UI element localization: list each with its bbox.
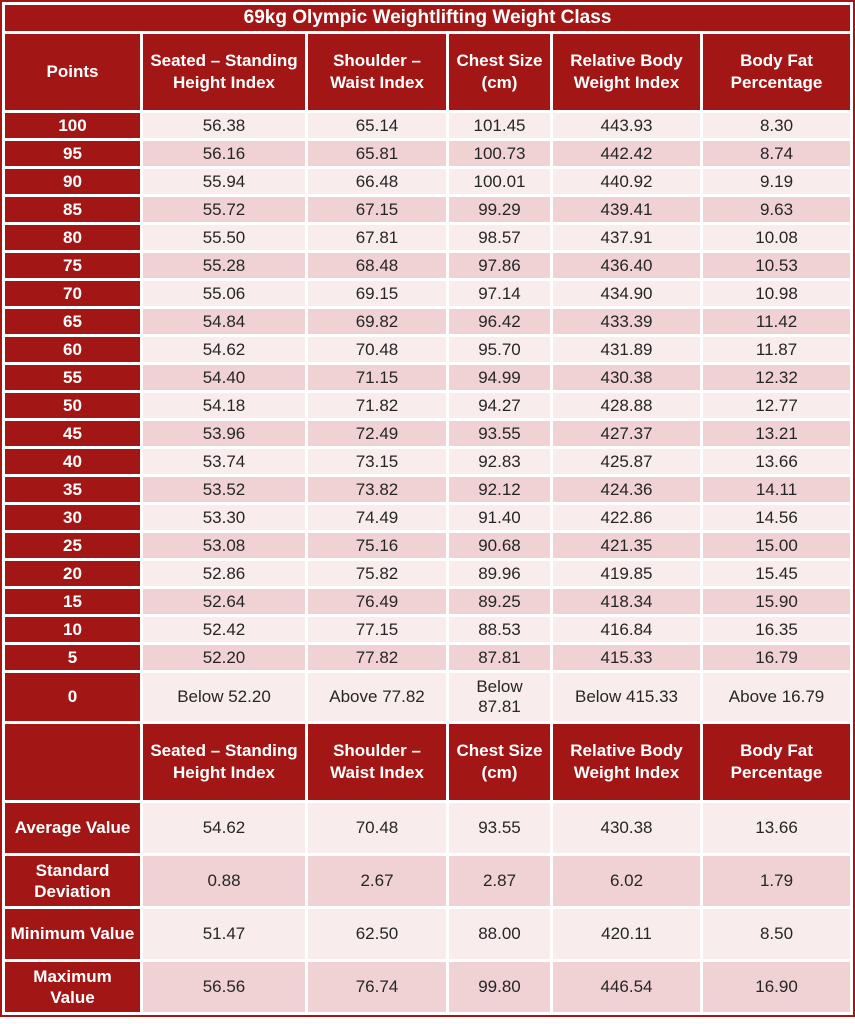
data-cell: 54.18	[143, 393, 305, 418]
table-row	[5, 533, 850, 558]
data-cell: 439.41	[553, 197, 700, 222]
data-cell: 94.99	[449, 365, 550, 390]
data-cell: 53.96	[143, 421, 305, 446]
data-cell: 69.82	[308, 309, 446, 334]
stat-value-cell: 54.62	[143, 803, 305, 853]
table-row	[5, 281, 850, 306]
stat-value-cell: 8.50	[703, 909, 850, 959]
table-row	[5, 645, 850, 670]
data-cell: 92.83	[449, 449, 550, 474]
data-cell: 55.94	[143, 169, 305, 194]
stat-value-cell: 56.56	[143, 962, 305, 1012]
points-cell: 40	[5, 449, 140, 474]
data-cell: 9.19	[703, 169, 850, 194]
data-cell: 54.40	[143, 365, 305, 390]
data-cell: 431.89	[553, 337, 700, 362]
data-cell: 10.08	[703, 225, 850, 250]
points-cell: 50	[5, 393, 140, 418]
points-cell: 75	[5, 253, 140, 278]
data-cell: 427.37	[553, 421, 700, 446]
table-row	[5, 197, 850, 222]
data-cell: 415.33	[553, 645, 700, 670]
table-row	[5, 505, 850, 530]
stat-value-cell: 16.90	[703, 962, 850, 1012]
column-header-1: Seated – Standing Height Index	[143, 34, 305, 110]
column-header-4: Relative Body Weight Index	[553, 34, 700, 110]
data-cell: 68.48	[308, 253, 446, 278]
stats-header-corner	[5, 724, 140, 800]
stat-value-cell: 2.67	[308, 856, 446, 906]
points-cell: 30	[5, 505, 140, 530]
table-row	[5, 309, 850, 334]
data-cell: 90.68	[449, 533, 550, 558]
data-cell: Below 415.33	[553, 673, 700, 721]
data-cell: 54.62	[143, 337, 305, 362]
points-cell: 55	[5, 365, 140, 390]
data-cell: 93.55	[449, 421, 550, 446]
stats-column-header-4: Relative Body Weight Index	[553, 724, 700, 800]
table-title: 69kg Olympic Weightlifting Weight Class	[5, 5, 850, 31]
data-cell: 419.85	[553, 561, 700, 586]
data-cell: Above 77.82	[308, 673, 446, 721]
stat-row	[5, 909, 850, 959]
table-row	[5, 337, 850, 362]
stat-row	[5, 856, 850, 906]
column-header-2: Shoulder – Waist Index	[308, 34, 446, 110]
data-cell: 89.96	[449, 561, 550, 586]
data-cell: 71.15	[308, 365, 446, 390]
data-cell: 442.42	[553, 141, 700, 166]
data-cell: 10.98	[703, 281, 850, 306]
data-cell: 15.45	[703, 561, 850, 586]
data-cell: 67.81	[308, 225, 446, 250]
stat-value-cell: 99.80	[449, 962, 550, 1012]
title-row	[5, 5, 850, 31]
data-cell: 92.12	[449, 477, 550, 502]
table-row	[5, 421, 850, 446]
data-cell: 75.82	[308, 561, 446, 586]
stat-value-cell: 6.02	[553, 856, 700, 906]
data-cell: 73.15	[308, 449, 446, 474]
points-cell: 100	[5, 113, 140, 138]
data-cell: 77.82	[308, 645, 446, 670]
data-cell: 67.15	[308, 197, 446, 222]
data-cell: 100.01	[449, 169, 550, 194]
table-row	[5, 253, 850, 278]
data-cell: 55.72	[143, 197, 305, 222]
data-cell: 11.42	[703, 309, 850, 334]
data-cell: 12.77	[703, 393, 850, 418]
data-cell: 13.66	[703, 449, 850, 474]
table-row	[5, 617, 850, 642]
stat-label-cell: Standard Deviation	[5, 856, 140, 906]
stat-row	[5, 962, 850, 1012]
data-cell: 428.88	[553, 393, 700, 418]
data-cell: 89.25	[449, 589, 550, 614]
data-cell: 421.35	[553, 533, 700, 558]
points-cell: 35	[5, 477, 140, 502]
data-cell: 14.56	[703, 505, 850, 530]
table-row	[5, 449, 850, 474]
stat-value-cell: 2.87	[449, 856, 550, 906]
stat-label-cell: Minimum Value	[5, 909, 140, 959]
points-cell: 0	[5, 673, 140, 721]
stats-column-header-5: Body Fat Percentage	[703, 724, 850, 800]
data-cell: 10.53	[703, 253, 850, 278]
data-cell: 72.49	[308, 421, 446, 446]
data-cell: 8.30	[703, 113, 850, 138]
points-cell: 10	[5, 617, 140, 642]
data-cell: 97.14	[449, 281, 550, 306]
points-cell: 95	[5, 141, 140, 166]
data-cell: 74.49	[308, 505, 446, 530]
data-cell: 418.34	[553, 589, 700, 614]
data-cell: 436.40	[553, 253, 700, 278]
points-cell: 25	[5, 533, 140, 558]
data-cell: 13.21	[703, 421, 850, 446]
data-cell: 96.42	[449, 309, 550, 334]
data-cell: 53.08	[143, 533, 305, 558]
points-cell: 80	[5, 225, 140, 250]
table-row	[5, 169, 850, 194]
points-cell: 70	[5, 281, 140, 306]
stats-column-header-3: Chest Size (cm)	[449, 724, 550, 800]
data-cell: 433.39	[553, 309, 700, 334]
data-cell: 73.82	[308, 477, 446, 502]
table-row	[5, 393, 850, 418]
stat-value-cell: 88.00	[449, 909, 550, 959]
data-cell: 443.93	[553, 113, 700, 138]
stat-value-cell: 0.88	[143, 856, 305, 906]
data-cell: 69.15	[308, 281, 446, 306]
data-cell: 75.16	[308, 533, 446, 558]
data-cell: 65.14	[308, 113, 446, 138]
stats-column-header-2: Shoulder – Waist Index	[308, 724, 446, 800]
data-cell: 425.87	[553, 449, 700, 474]
data-cell: Below 87.81	[449, 673, 550, 721]
table-row	[5, 477, 850, 502]
data-cell: 15.90	[703, 589, 850, 614]
points-section	[5, 113, 850, 721]
data-cell: 53.74	[143, 449, 305, 474]
column-header-row	[5, 34, 850, 110]
data-cell: 437.91	[553, 225, 700, 250]
table-row	[5, 589, 850, 614]
data-cell: 14.11	[703, 477, 850, 502]
stat-value-cell: 446.54	[553, 962, 700, 1012]
table-row	[5, 365, 850, 390]
table-row	[5, 225, 850, 250]
data-cell: 422.86	[553, 505, 700, 530]
data-cell: 98.57	[449, 225, 550, 250]
data-cell: 55.28	[143, 253, 305, 278]
stat-row	[5, 803, 850, 853]
data-cell: 70.48	[308, 337, 446, 362]
data-cell: 440.92	[553, 169, 700, 194]
data-cell: 54.84	[143, 309, 305, 334]
table-row	[5, 141, 850, 166]
data-cell: 97.86	[449, 253, 550, 278]
score-table	[2, 2, 853, 1015]
stat-value-cell: 1.79	[703, 856, 850, 906]
data-cell: 55.50	[143, 225, 305, 250]
data-cell: 11.87	[703, 337, 850, 362]
points-cell: 85	[5, 197, 140, 222]
data-cell: 76.49	[308, 589, 446, 614]
data-cell: 16.35	[703, 617, 850, 642]
data-cell: 65.81	[308, 141, 446, 166]
data-cell: 52.20	[143, 645, 305, 670]
data-cell: 53.30	[143, 505, 305, 530]
data-cell: 424.36	[553, 477, 700, 502]
stat-value-cell: 13.66	[703, 803, 850, 853]
data-cell: 87.81	[449, 645, 550, 670]
data-cell: 66.48	[308, 169, 446, 194]
stats-column-header-1: Seated – Standing Height Index	[143, 724, 305, 800]
points-cell: 5	[5, 645, 140, 670]
data-cell: 94.27	[449, 393, 550, 418]
data-cell: 12.32	[703, 365, 850, 390]
data-cell: 77.15	[308, 617, 446, 642]
data-cell: 88.53	[449, 617, 550, 642]
points-cell: 20	[5, 561, 140, 586]
stat-value-cell: 76.74	[308, 962, 446, 1012]
stat-value-cell: 93.55	[449, 803, 550, 853]
points-cell: 65	[5, 309, 140, 334]
stats-section	[5, 803, 850, 1012]
table-row	[5, 113, 850, 138]
stat-value-cell: 70.48	[308, 803, 446, 853]
data-cell: 53.52	[143, 477, 305, 502]
points-cell: 45	[5, 421, 140, 446]
data-cell: 52.64	[143, 589, 305, 614]
points-cell: 60	[5, 337, 140, 362]
stat-value-cell: 51.47	[143, 909, 305, 959]
table-row	[5, 561, 850, 586]
data-cell: 99.29	[449, 197, 550, 222]
data-cell: 16.79	[703, 645, 850, 670]
data-cell: Above 16.79	[703, 673, 850, 721]
stat-value-cell: 420.11	[553, 909, 700, 959]
data-cell: 55.06	[143, 281, 305, 306]
data-cell: 56.16	[143, 141, 305, 166]
stat-value-cell: 62.50	[308, 909, 446, 959]
data-cell: 434.90	[553, 281, 700, 306]
data-cell: 56.38	[143, 113, 305, 138]
data-cell: 8.74	[703, 141, 850, 166]
stats-header-row	[5, 724, 850, 800]
data-cell: 52.86	[143, 561, 305, 586]
data-cell: 71.82	[308, 393, 446, 418]
table-row	[5, 673, 850, 721]
data-cell: 100.73	[449, 141, 550, 166]
points-cell: 90	[5, 169, 140, 194]
data-cell: 95.70	[449, 337, 550, 362]
stat-label-cell: Average Value	[5, 803, 140, 853]
data-cell: Below 52.20	[143, 673, 305, 721]
points-cell: 15	[5, 589, 140, 614]
stat-value-cell: 430.38	[553, 803, 700, 853]
data-cell: 416.84	[553, 617, 700, 642]
data-cell: 101.45	[449, 113, 550, 138]
column-header-0: Points	[5, 34, 140, 110]
data-cell: 15.00	[703, 533, 850, 558]
column-header-5: Body Fat Percentage	[703, 34, 850, 110]
stat-label-cell: Maximum Value	[5, 962, 140, 1012]
data-cell: 52.42	[143, 617, 305, 642]
data-cell: 91.40	[449, 505, 550, 530]
column-header-3: Chest Size (cm)	[449, 34, 550, 110]
data-cell: 430.38	[553, 365, 700, 390]
data-cell: 9.63	[703, 197, 850, 222]
